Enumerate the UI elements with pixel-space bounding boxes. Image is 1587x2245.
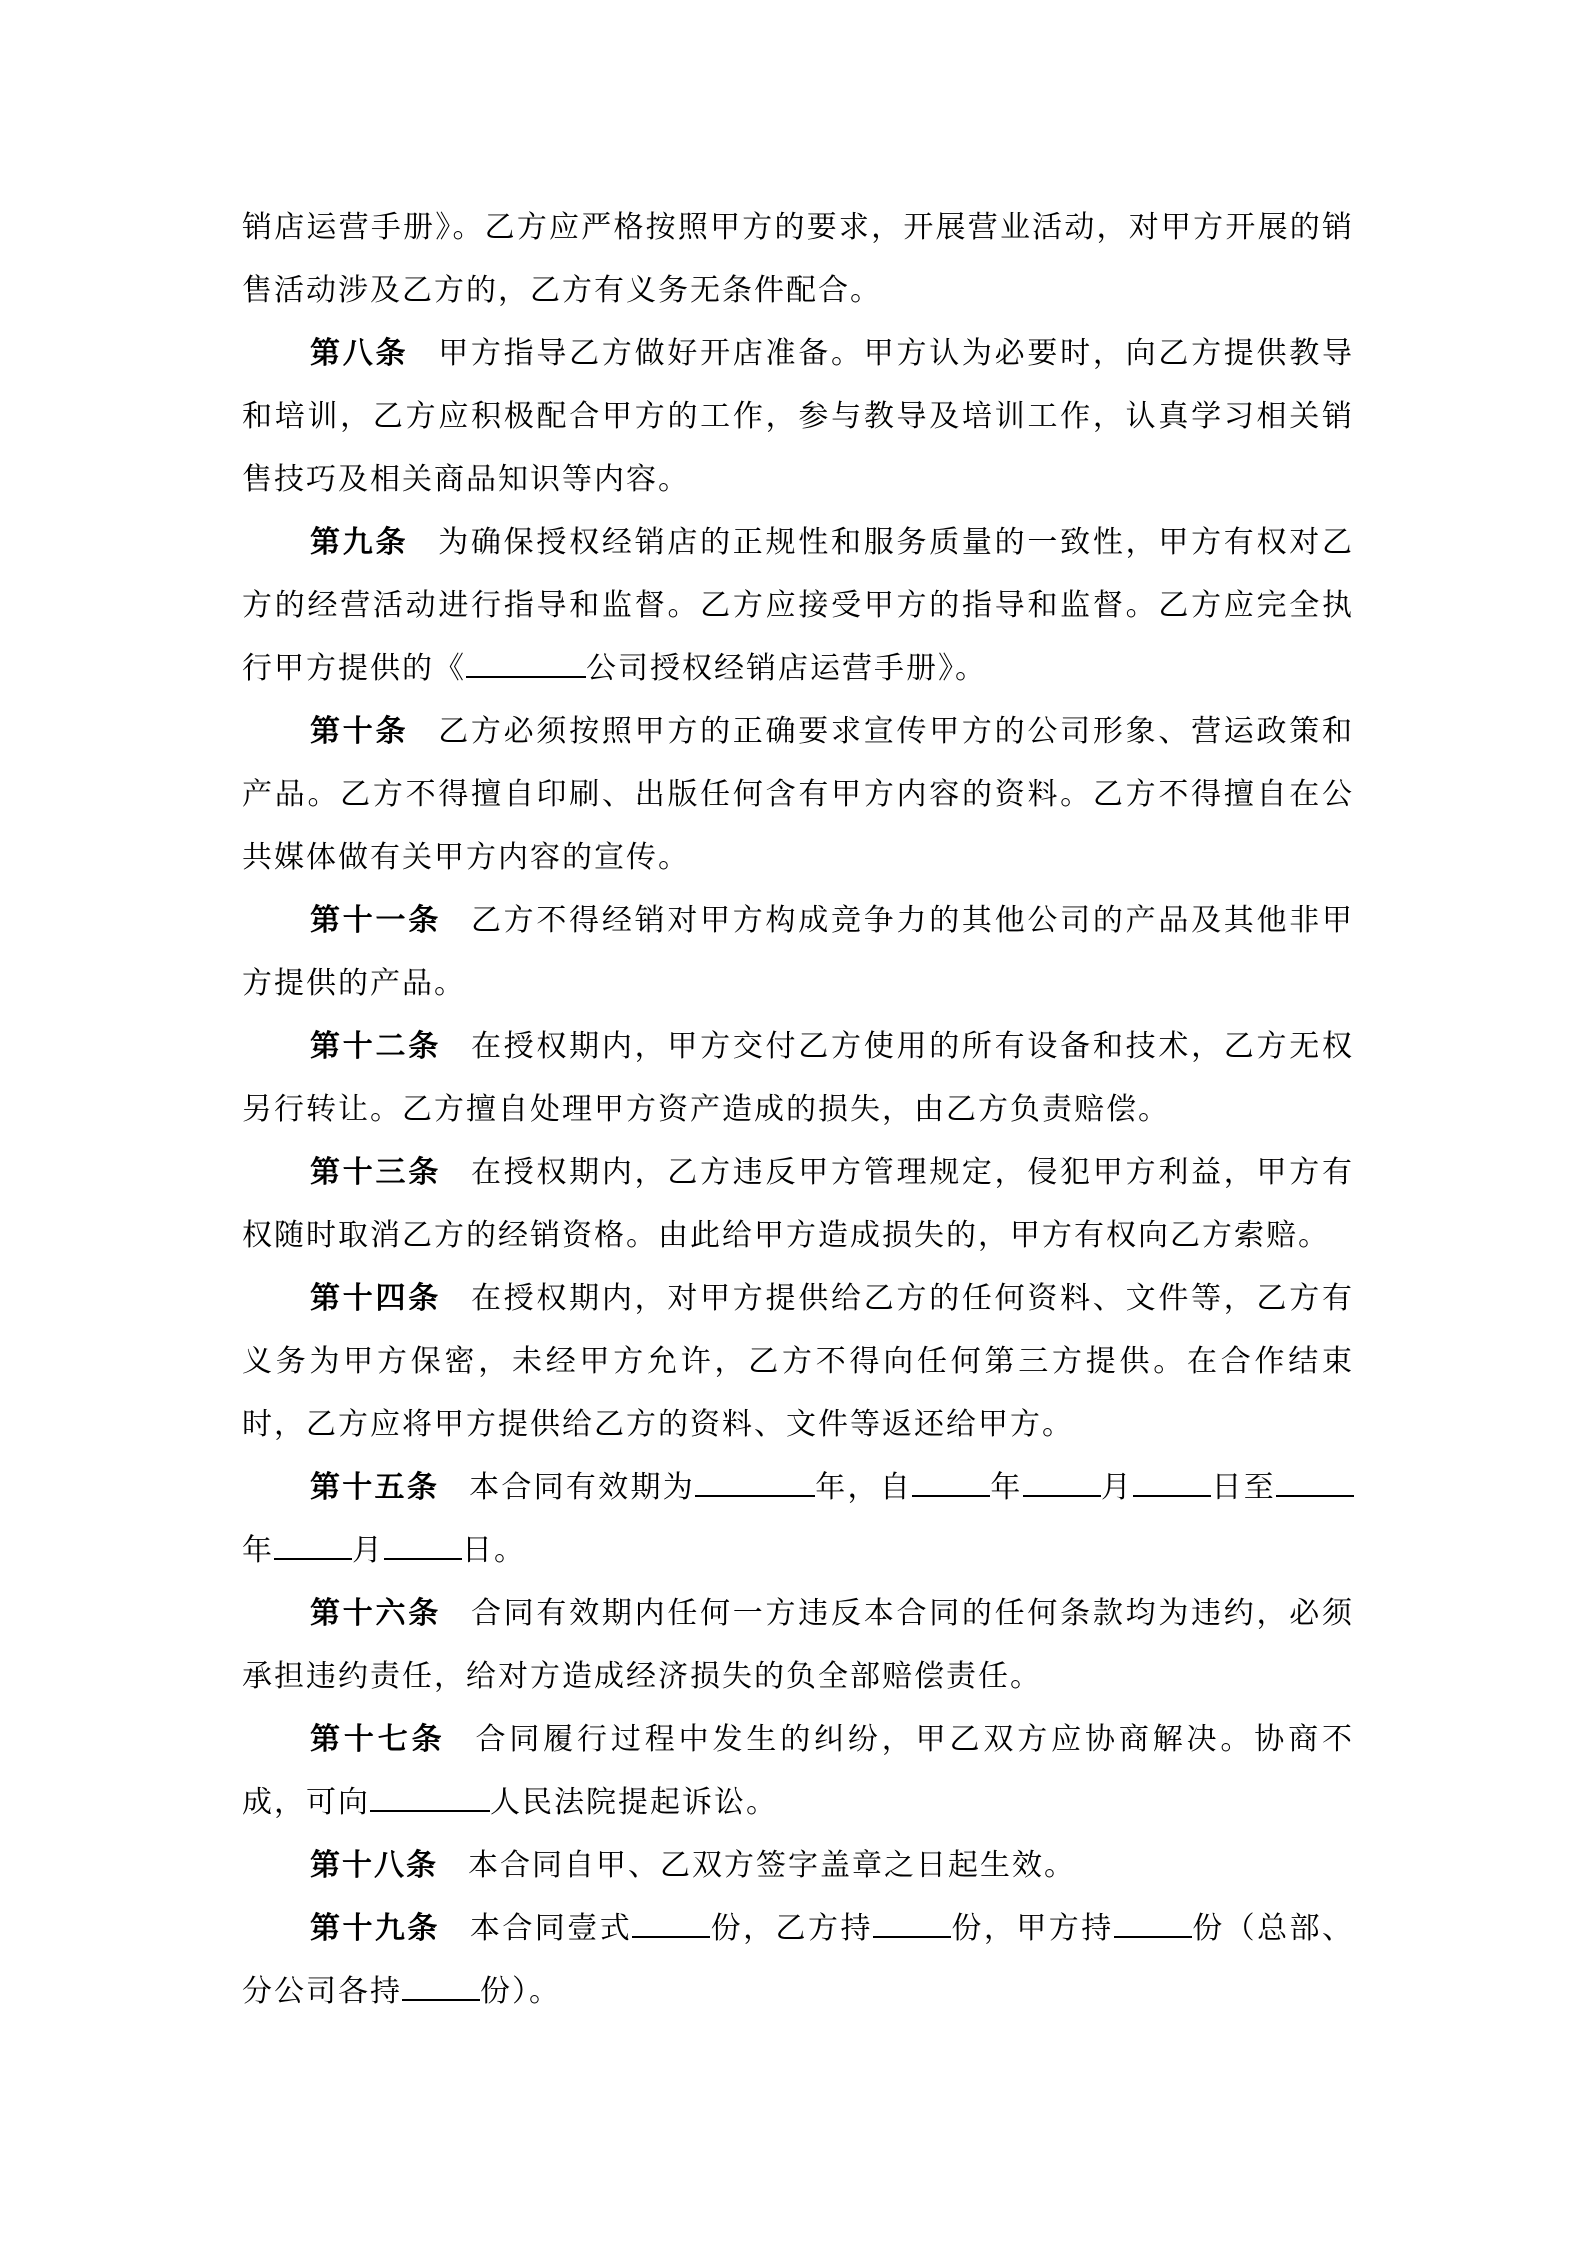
- article-number: 第九条: [310, 525, 409, 560]
- fill-in-blank: [402, 1971, 480, 2001]
- fill-in-blank: [1114, 1908, 1192, 1938]
- fill-in-blank: [1276, 1467, 1354, 1497]
- article-text: 份，甲方持: [950, 1911, 1114, 1946]
- paragraph-continued: [242, 196, 1354, 322]
- article-text: 在授权期内，乙方违反甲方管理规定，侵犯甲方利益，甲方有权随时取消乙方的经销资格。由此给甲方造成损失的，甲方有权向乙方索赔。: [242, 1155, 1355, 1253]
- article-number: 第十九条: [310, 1911, 440, 1946]
- article-text: 甲方指导乙方做好开店准备。甲方认为必要时，向乙方提供教导和培训，乙方应积极配合甲方的工作，参与教导及培训工作，认真学习相关销售技巧及相关商品知识等内容。: [242, 336, 1355, 497]
- article-14: [242, 1267, 1354, 1456]
- fill-in-blank: [384, 1530, 462, 1560]
- article-text: 月: [352, 1533, 384, 1568]
- article-9: [242, 511, 1354, 700]
- contract-body: [242, 196, 1354, 2023]
- article-text: 日至: [1211, 1470, 1277, 1505]
- article-number: 第十四条: [310, 1281, 441, 1316]
- fill-in-blank: [912, 1467, 990, 1497]
- article-text: 份）。: [480, 1974, 561, 2009]
- article-16: [242, 1582, 1354, 1708]
- article-text: 乙方必须按照甲方的正确要求宣传甲方的公司形象、营运政策和产品。乙方不得擅自印刷、出版任何含有甲方内容的资料。乙方不得擅自在公共媒体做有关甲方内容的宣传。: [242, 714, 1355, 875]
- fill-in-blank: [466, 648, 586, 678]
- article-text: 份，乙方持: [710, 1911, 873, 1946]
- article-text: 人民法院提起诉讼。: [490, 1785, 778, 1820]
- article-19: [242, 1897, 1354, 2023]
- article-number: 第十五条: [310, 1470, 440, 1505]
- article-text: 乙方不得经销对甲方构成竞争力的其他公司的产品及其他非甲方提供的产品。: [242, 903, 1355, 1001]
- article-8: [242, 322, 1354, 511]
- fill-in-blank: [1023, 1467, 1101, 1497]
- article-11: [242, 889, 1354, 1015]
- article-15: [242, 1456, 1354, 1582]
- fill-in-blank: [632, 1908, 710, 1938]
- fill-in-blank: [873, 1908, 951, 1938]
- article-12: [242, 1015, 1354, 1141]
- article-18: [242, 1834, 1354, 1897]
- article-text: 日。: [462, 1533, 526, 1568]
- article-text: 年: [990, 1470, 1023, 1505]
- fill-in-blank: [695, 1467, 815, 1497]
- article-number: 第十七条: [310, 1722, 446, 1757]
- fill-in-blank: [370, 1782, 490, 1812]
- article-number: 第八条: [310, 336, 409, 371]
- article-text: 在授权期内，对甲方提供给乙方的任何资料、文件等，乙方有义务为甲方保密，未经甲方允许，乙方不得向任何第三方提供。在合作结束时，乙方应将甲方提供给乙方的资料、文件等返还给甲方。: [242, 1281, 1355, 1442]
- article-text: 在授权期内，甲方交付乙方使用的所有设备和技术，乙方无权另行转让。乙方擅自处理甲方资产造成的损失，由乙方负责赔偿。: [242, 1029, 1355, 1127]
- article-text: 月: [1100, 1470, 1134, 1505]
- article-text: 年: [242, 1533, 274, 1568]
- article-number: 第十条: [310, 714, 409, 749]
- article-13: [242, 1141, 1354, 1267]
- article-number: 第十六条: [310, 1596, 441, 1631]
- article-text: 本合同有效期为: [469, 1470, 696, 1505]
- article-text: 为确保授权经销店的正规性和服务质量的一致性，甲方有权对乙方的经营活动进行指导和监督。乙方应接受甲方的指导和监督。乙方应完全执行甲方提供的《: [242, 525, 1355, 686]
- article-text: 本合同自甲、乙双方签字盖章之日起生效。: [468, 1848, 1076, 1883]
- article-number: 第十二条: [310, 1029, 441, 1064]
- article-text: 年，自: [815, 1470, 913, 1505]
- fill-in-blank: [1133, 1467, 1211, 1497]
- article-text: 公司授权经销店运营手册》。: [586, 651, 987, 686]
- article-text: 合同有效期内任何一方违反本合同的任何条款均为违约，必须承担违约责任，给对方造成经济损失的负全部赔偿责任。: [242, 1596, 1355, 1694]
- article-text: 份（总部、分公司各持: [242, 1911, 1355, 2009]
- paragraph-text: 销店运营手册》。乙方应严格按照甲方的要求，开展营业活动，对甲方开展的销售活动涉及乙方的，乙方有义务无条件配合。: [242, 210, 1354, 308]
- article-number: 第十八条: [310, 1848, 438, 1883]
- article-17: [242, 1708, 1354, 1834]
- article-10: [242, 700, 1354, 889]
- article-number: 第十一条: [310, 903, 441, 938]
- article-number: 第十三条: [310, 1155, 441, 1190]
- fill-in-blank: [274, 1530, 352, 1560]
- article-text: 本合同壹式: [469, 1911, 633, 1946]
- article-text: 合同履行过程中发生的纠纷，甲乙双方应协商解决。协商不成，可向: [242, 1722, 1355, 1820]
